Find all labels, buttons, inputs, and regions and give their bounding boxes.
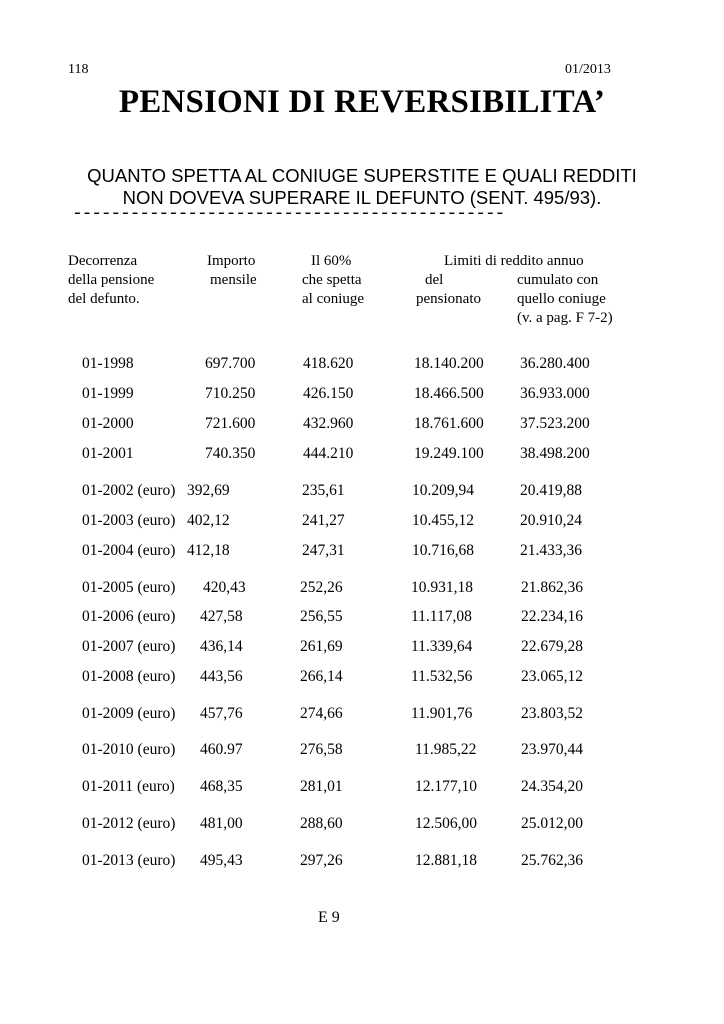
table-row-sessanta: 297,26 [300, 852, 343, 869]
table-row-pensionato: 12.506,00 [415, 815, 477, 832]
table-row-date: 01-2008 (euro) [82, 668, 176, 685]
table-row-pensionato: 12.177,10 [415, 778, 477, 795]
header-cumulato-line: quello coniuge [517, 291, 606, 307]
table-row-cumulato: 20.419,88 [520, 482, 582, 499]
issue-date: 01/2013 [565, 62, 611, 77]
table-row-importo: 697.700 [205, 355, 256, 372]
table-row-sessanta: 256,55 [300, 608, 343, 625]
table-row-cumulato: 23.803,52 [521, 705, 583, 722]
table-row-pensionato: 10.455,12 [412, 512, 474, 529]
table-row-importo: 412,18 [187, 542, 230, 559]
table-row-date: 01-2007 (euro) [82, 638, 176, 655]
table-row-pensionato: 10.716,68 [412, 542, 474, 559]
header-pensionato [416, 271, 481, 309]
header-sessanta [302, 252, 364, 309]
table-row-sessanta: 444.210 [303, 445, 354, 462]
table-row-cumulato: 37.523.200 [520, 415, 590, 432]
page-number: 118 [68, 62, 89, 77]
table-row-date: 01-1998 [82, 355, 134, 372]
header-importo-line: Importo [207, 253, 256, 269]
header-decorrenza-line: del defunto. [68, 291, 140, 307]
table-row-date: 01-2004 (euro) [82, 542, 176, 559]
header-cumulato-line: (v. a pag. F 7-2) [517, 310, 613, 326]
table-row-cumulato: 22.234,16 [521, 608, 583, 625]
header-sessanta-line: Il 60% [311, 253, 352, 269]
table-row-sessanta: 288,60 [300, 815, 343, 832]
table-row-sessanta: 252,26 [300, 579, 343, 596]
header-cumulato [517, 271, 613, 328]
table-row-cumulato: 38.498.200 [520, 445, 590, 462]
table-row-pensionato: 18.761.600 [414, 415, 484, 432]
table-row-date: 01-2009 (euro) [82, 705, 176, 722]
header-decorrenza-line: della pensione [68, 272, 155, 288]
table-row-sessanta: 274,66 [300, 705, 343, 722]
table-row-sessanta: 281,01 [300, 778, 343, 795]
table-row-importo: 402,12 [187, 512, 230, 529]
table-row-date: 01-2006 (euro) [82, 608, 176, 625]
table-row-pensionato: 12.881,18 [415, 852, 477, 869]
dashed-divider: --------------------------------------------- [72, 204, 505, 224]
table-row-pensionato: 18.466.500 [414, 385, 484, 402]
table-row-importo: 495,43 [200, 852, 243, 869]
page-title: PENSIONI DI REVERSIBILITA’ [118, 84, 606, 120]
table-row-sessanta: 426.150 [303, 385, 354, 402]
table-row-cumulato: 25.762,36 [521, 852, 583, 869]
table-row-cumulato: 20.910,24 [520, 512, 582, 529]
table-row-sessanta: 235,61 [302, 482, 345, 499]
table-row-importo: 427,58 [200, 608, 243, 625]
table-row-date: 01-2013 (euro) [82, 852, 176, 869]
table-row-date: 01-2002 (euro) [82, 482, 176, 499]
table-row-cumulato: 21.433,36 [520, 542, 582, 559]
table-row-sessanta: 266,14 [300, 668, 343, 685]
table-row-importo: 392,69 [187, 482, 230, 499]
table-row-date: 01-2011 (euro) [82, 778, 175, 795]
table-row-pensionato: 10.931,18 [411, 579, 473, 596]
table-row-importo: 481,00 [200, 815, 243, 832]
table-row-pensionato: 11.985,22 [415, 741, 477, 758]
table-row-cumulato: 36.280.400 [520, 355, 590, 372]
table-row-pensionato: 11.117,08 [411, 608, 472, 625]
table-row-cumulato: 24.354,20 [521, 778, 583, 795]
table-row-date: 01-2001 [82, 445, 134, 462]
table-row-importo: 443,56 [200, 668, 243, 685]
table-row-sessanta: 418.620 [303, 355, 354, 372]
table-row-cumulato: 22.679,28 [521, 638, 583, 655]
table-row-importo: 721.600 [205, 415, 256, 432]
table-row-date: 01-2005 (euro) [82, 579, 176, 596]
header-decorrenza-line: Decorrenza [68, 253, 138, 269]
header-sessanta-line: che spetta [302, 272, 362, 288]
header-importo [207, 252, 257, 290]
table-row-importo: 710.250 [205, 385, 256, 402]
header-importo-line: mensile [210, 272, 257, 288]
table-row-pensionato: 11.901,76 [411, 705, 473, 722]
table-row-date: 01-2010 (euro) [82, 741, 176, 758]
table-row-sessanta: 432.960 [303, 415, 354, 432]
header-pensionato-line: pensionato [416, 291, 481, 307]
header-pensionato-line: del [425, 272, 444, 288]
table-row-sessanta: 247,31 [302, 542, 345, 559]
table-row-sessanta: 261,69 [300, 638, 343, 655]
table-row-importo: 436,14 [200, 638, 243, 655]
table-row-sessanta: 241,27 [302, 512, 345, 529]
header-group-limiti: Limiti di reddito annuo [444, 253, 584, 269]
footer-page-code: E 9 [318, 909, 340, 926]
subtitle-line-2: NON DOVEVA SUPERARE IL DEFUNTO (SENT. 495/93). [122, 187, 602, 208]
table-row-pensionato: 18.140.200 [414, 355, 484, 372]
table-row-cumulato: 25.012,00 [521, 815, 583, 832]
subtitle-line-1: QUANTO SPETTA AL CONIUGE SUPERSTITE E QUALI REDDITI [87, 165, 637, 186]
table-row-date: 01-2000 [82, 415, 134, 432]
table-row-cumulato: 21.862,36 [521, 579, 583, 596]
table-row-cumulato: 23.065,12 [521, 668, 583, 685]
table-row-date: 01-2003 (euro) [82, 512, 176, 529]
table-row-importo: 420,43 [203, 579, 246, 596]
table-row-importo: 457,76 [200, 705, 243, 722]
table-row-cumulato: 36.933.000 [520, 385, 590, 402]
table-row-pensionato: 19.249.100 [414, 445, 484, 462]
table-row-importo: 460.97 [200, 741, 243, 758]
table-row-pensionato: 11.532,56 [411, 668, 473, 685]
table-row-cumulato: 23.970,44 [521, 741, 583, 758]
header-decorrenza [68, 252, 154, 309]
table-row-importo: 740.350 [205, 445, 256, 462]
header-cumulato-line: cumulato con [517, 272, 599, 288]
table-row-sessanta: 276,58 [300, 741, 343, 758]
table-row-importo: 468,35 [200, 778, 243, 795]
table-row-date: 01-2012 (euro) [82, 815, 176, 832]
table-row-date: 01-1999 [82, 385, 134, 402]
table-row-pensionato: 11.339,64 [411, 638, 473, 655]
header-sessanta-line: al coniuge [302, 291, 365, 307]
table-row-pensionato: 10.209,94 [412, 482, 474, 499]
